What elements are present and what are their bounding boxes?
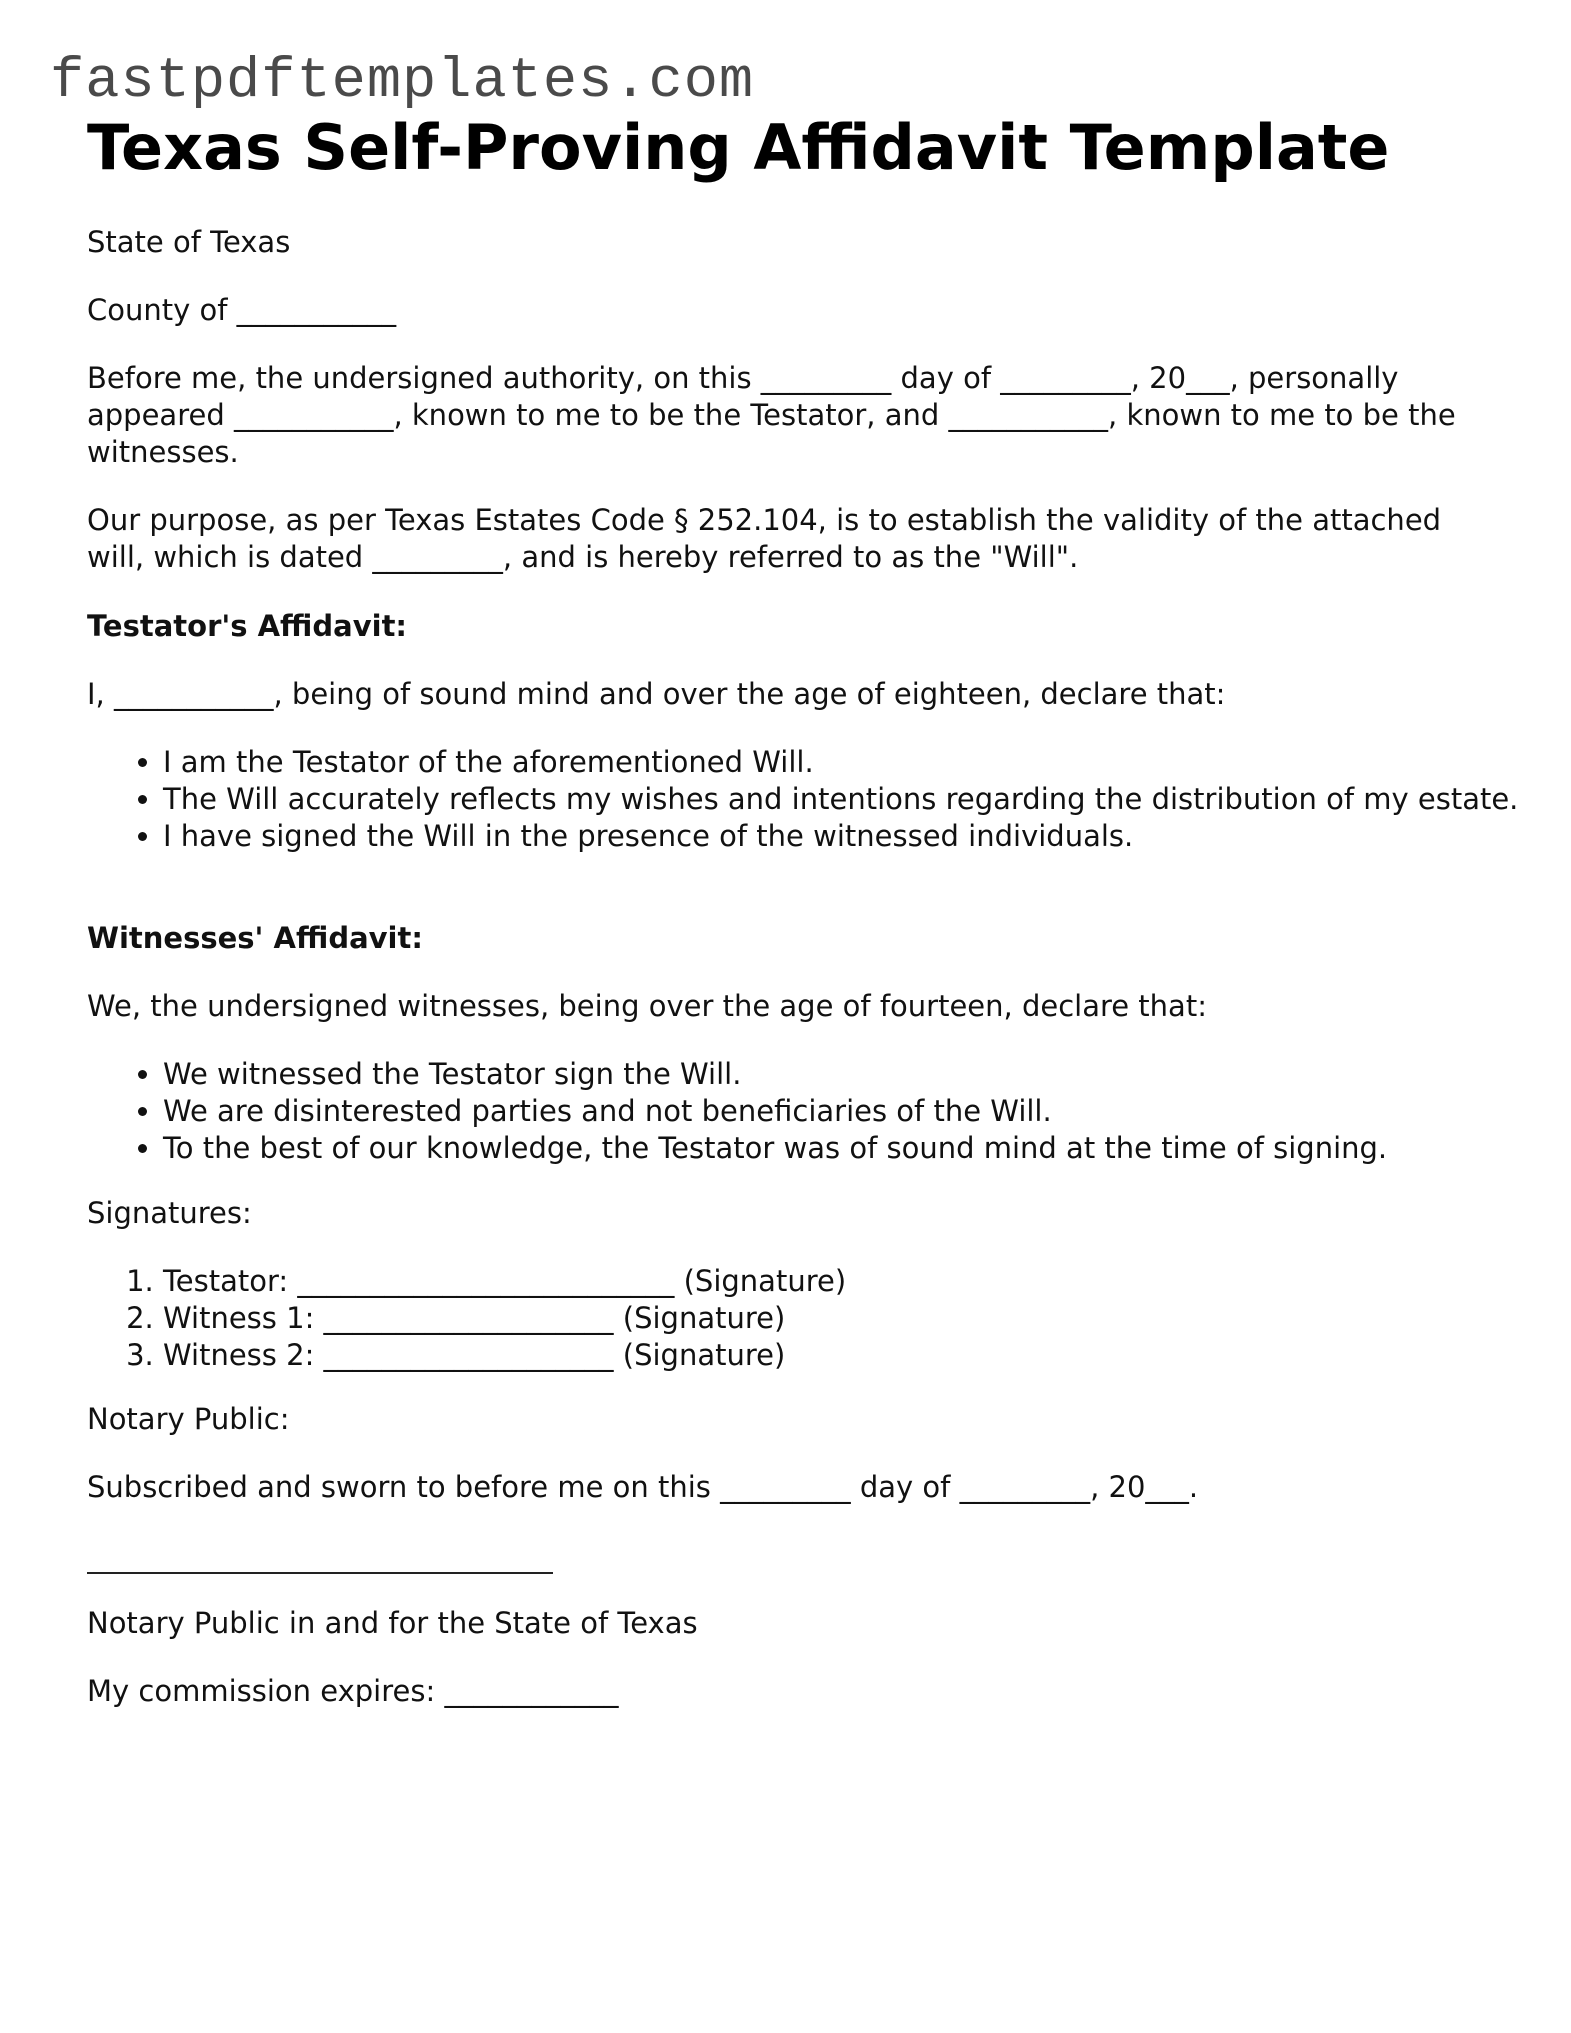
signature-rule [87, 1572, 553, 1574]
county-line: County of ___________ [87, 293, 397, 327]
signatures-list [87, 1263, 1563, 1374]
signatures-label: Signatures: [87, 1196, 252, 1230]
witnesses-declarations-list [87, 1056, 1563, 1167]
testator-declarations-list [87, 744, 1563, 855]
watermark: fastpdftemplates.com [50, 50, 755, 114]
list-item: • I have signed the Will in the presence of the witnessed individuals. [163, 818, 1563, 855]
list-item: • I am the Testator of the aforementioned Will. [163, 744, 1563, 781]
list-item: • The Will accurately reflects my wishes and intentions regarding the distribution of my estate. [163, 781, 1563, 818]
notary-signature-line [87, 1572, 1487, 1574]
intro-paragraph: Before me, the undersigned authority, on this _________ day of _________, 20___, personally appeared ___________, known to me to be the Testator, and ___________, known to me to be the witnesses. [87, 361, 1456, 469]
document-content [87, 108, 1519, 1708]
signature-item-witness-2: 3. Witness 2: ____________________ (Signature) [163, 1337, 1563, 1374]
witnesses-heading: Witnesses' Affidavit: [87, 921, 423, 955]
signature-item-witness-1: 2. Witness 1: ____________________ (Signature) [163, 1300, 1563, 1337]
signature-item-testator: 1. Testator: __________________________ (Signature) [163, 1263, 1563, 1300]
witnesses-intro: We, the undersigned witnesses, being over the age of fourteen, declare that: [87, 989, 1207, 1023]
commission-line: My commission expires: ____________ [87, 1674, 619, 1708]
purpose-paragraph: Our purpose, as per Texas Estates Code § 252.104, is to establish the validity of the attached will, which is dated _________, and is hereby referred to as the "Will". [87, 503, 1442, 574]
state-line: State of Texas [87, 225, 291, 259]
list-item: • We witnessed the Testator sign the Will. [163, 1056, 1563, 1093]
notary-state-line: Notary Public in and for the State of Texas [87, 1606, 698, 1640]
document-title: Texas Self-Proving Affidavit Template [87, 111, 1390, 184]
list-item: • To the best of our knowledge, the Testator was of sound mind at the time of signing. [163, 1130, 1563, 1167]
notary-label: Notary Public: [87, 1402, 290, 1436]
list-item: • We are disinterested parties and not beneficiaries of the Will. [163, 1093, 1563, 1130]
testator-heading: Testator's Affidavit: [87, 609, 408, 643]
sworn-line: Subscribed and sworn to before me on this _________ day of _________, 20___. [87, 1470, 1199, 1504]
testator-intro: I, ___________, being of sound mind and over the age of eighteen, declare that: [87, 677, 1226, 711]
